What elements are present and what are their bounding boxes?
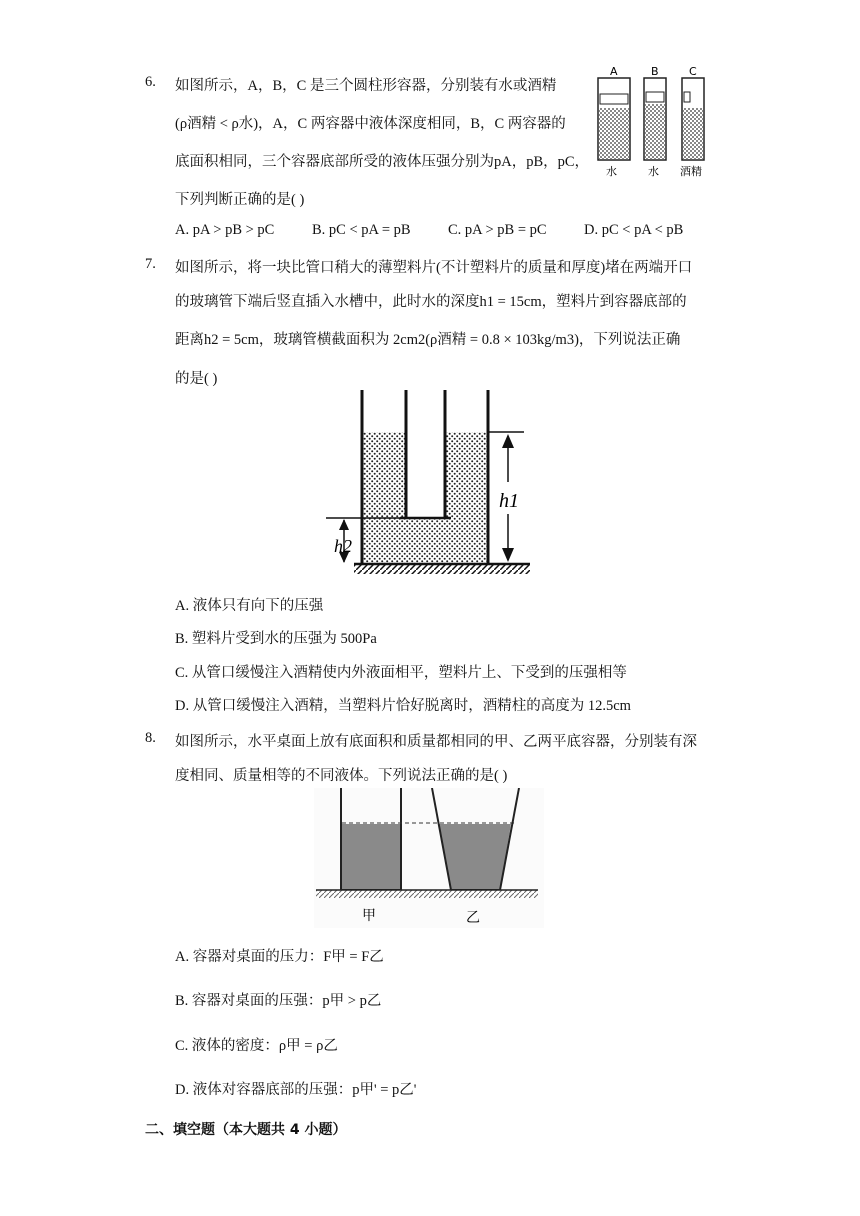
question-8-option-d: D. 液体对容器底部的压强：p甲' = p乙' [175, 1082, 417, 1098]
question-6-option-b: B. pC < pA = pB [312, 222, 411, 238]
question-6-option-c: C. pA > pB = pC [448, 222, 547, 238]
question-7-line-2: 的玻璃管下端后竖直插入水槽中，此时水的深度h1 = 15cm，塑料片到容器底部的 [175, 294, 687, 310]
container-b-label: B [651, 65, 659, 78]
question-8-line-1: 如图所示，水平桌面上放有底面积和质量都相同的甲、乙两平底容器，分别装有深 [175, 734, 697, 750]
question-8-option-a: A. 容器对桌面的压力：F甲 = F乙 [175, 949, 384, 965]
question-7-option-a: A. 液体只有向下的压强 [175, 598, 324, 614]
question-7-option-c: C. 从管口缓慢注入酒精使内外液面相平，塑料片上、下受到的压强相等 [175, 665, 627, 681]
section-2-heading: 二、填空题（本大题共 4 小题） [145, 1122, 347, 1138]
container-a-liquid: 水 [606, 165, 617, 178]
question-6-figure [592, 64, 722, 180]
question-6-line-1: 如图所示，A，B，C 是三个圆柱形容器，分别装有水或酒精 [175, 78, 557, 94]
question-6-line-2: (ρ酒精 < ρ水)，A，C 两容器中液体深度相同，B，C 两容器的 [175, 116, 566, 132]
question-8-option-b: B. 容器对桌面的压强：p甲 > p乙 [175, 993, 382, 1009]
question-6-line-4: 下列判断正确的是( ) [175, 192, 305, 208]
question-7-line-3: 距离h2 = 5cm，玻璃管横截面积为 2cm2(ρ酒精 = 0.8 × 103kg/m3)，下列说法正确 [175, 332, 681, 348]
container-a-label: A [610, 65, 618, 78]
question-8-figure [314, 788, 544, 928]
question-6-option-a: A. pA > pB > pC [175, 222, 275, 238]
question-6-number: 6. [145, 74, 156, 90]
question-6-option-d: D. pC < pA < pB [584, 222, 684, 238]
container-jia-label: 甲 [362, 908, 376, 924]
question-7-figure [326, 390, 538, 580]
question-7-line-1: 如图所示，将一块比管口稍大的薄塑料片(不计塑料片的质量和厚度)堵在两端开口 [175, 260, 693, 276]
h1-label: h1 [499, 490, 519, 512]
container-yi-label: 乙 [466, 910, 480, 926]
question-8-option-c: C. 液体的密度：ρ甲 = ρ乙 [175, 1038, 338, 1054]
h2-label: h2 [334, 536, 352, 556]
question-8-line-2: 度相同、质量相等的不同液体。下列说法正确的是( ) [175, 768, 508, 784]
question-7-option-d: D. 从管口缓慢注入酒精，当塑料片恰好脱离时，酒精柱的高度为 12.5cm [175, 698, 631, 714]
question-6-line-3: 底面积相同，三个容器底部所受的液体压强分别为pA，pB，pC， [175, 154, 590, 170]
container-c-liquid: 酒精 [680, 165, 702, 178]
question-7-number: 7. [145, 256, 156, 272]
question-7-line-4: 的是( ) [175, 371, 218, 387]
container-b-liquid: 水 [648, 165, 659, 178]
question-7-option-b: B. 塑料片受到水的压强为 500Pa [175, 631, 377, 647]
container-c-label: C [689, 65, 697, 78]
question-8-number: 8. [145, 730, 156, 746]
